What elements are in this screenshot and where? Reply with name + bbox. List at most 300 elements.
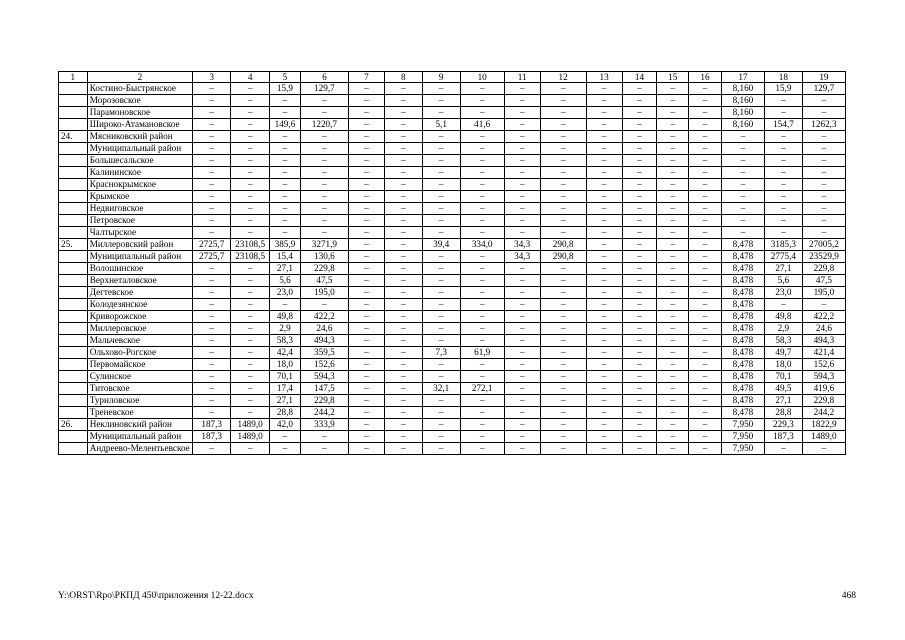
table-cell: 7,3	[422, 347, 460, 359]
table-cell: –	[504, 95, 540, 107]
table-cell: –	[586, 107, 622, 119]
table-cell: 28,8	[764, 407, 802, 419]
table-cell: 17,4	[270, 383, 301, 395]
row-number	[59, 431, 88, 443]
table-cell: –	[586, 263, 622, 275]
row-number: 25.	[59, 239, 88, 251]
table-cell: –	[689, 287, 722, 299]
table-cell: –	[193, 143, 231, 155]
table-cell: –	[504, 287, 540, 299]
table-cell: –	[540, 263, 586, 275]
row-number	[59, 227, 88, 239]
row-name: Сулинское	[87, 371, 193, 383]
table-row	[59, 131, 846, 143]
table-cell: –	[384, 251, 422, 263]
table-cell: 195,0	[802, 287, 845, 299]
table-cell: –	[348, 287, 384, 299]
table-cell: –	[540, 359, 586, 371]
table-cell: –	[657, 155, 689, 167]
row-number	[59, 167, 88, 179]
table-cell: 32,1	[422, 383, 460, 395]
table-cell: –	[460, 395, 504, 407]
column-number: 19	[802, 72, 845, 83]
table-cell: –	[384, 119, 422, 131]
table-cell: 49,8	[764, 311, 802, 323]
table-cell: –	[689, 143, 722, 155]
table-cell: 8,478	[721, 263, 764, 275]
row-number	[59, 383, 88, 395]
table-cell: –	[270, 191, 301, 203]
table-cell: –	[348, 143, 384, 155]
table-cell: –	[231, 215, 270, 227]
table-cell: –	[193, 227, 231, 239]
table-cell: –	[689, 179, 722, 191]
table-row	[59, 143, 846, 155]
table-cell: –	[689, 347, 722, 359]
table-row	[59, 263, 846, 275]
table-cell: 8,478	[721, 299, 764, 311]
table-cell: –	[586, 395, 622, 407]
table-cell: –	[764, 107, 802, 119]
table-cell: 27005,2	[802, 239, 845, 251]
table-cell: –	[689, 95, 722, 107]
table-cell: –	[348, 251, 384, 263]
table-cell: –	[384, 179, 422, 191]
table-cell: –	[422, 287, 460, 299]
table-cell: –	[193, 215, 231, 227]
table-cell: –	[622, 407, 657, 419]
table-row	[59, 443, 846, 455]
table-cell: –	[586, 239, 622, 251]
table-cell: –	[586, 191, 622, 203]
table-cell: –	[504, 191, 540, 203]
table-cell: –	[657, 167, 689, 179]
row-name: Костино-Быстрянское	[87, 83, 193, 95]
column-number: 1	[59, 72, 88, 83]
table-cell: –	[422, 311, 460, 323]
table-cell: –	[622, 275, 657, 287]
table-cell: –	[460, 407, 504, 419]
table-cell: 8,478	[721, 347, 764, 359]
table-row	[59, 335, 846, 347]
table-cell: –	[231, 263, 270, 275]
table-cell: 7,950	[721, 419, 764, 431]
column-number: 9	[422, 72, 460, 83]
table-cell: –	[657, 227, 689, 239]
table-cell: –	[689, 419, 722, 431]
table-cell: –	[231, 107, 270, 119]
table-cell: –	[586, 119, 622, 131]
table-cell: –	[622, 95, 657, 107]
table-cell: –	[657, 119, 689, 131]
table-cell: –	[193, 407, 231, 419]
table-cell: –	[460, 167, 504, 179]
table-cell: –	[193, 95, 231, 107]
table-cell: –	[657, 83, 689, 95]
table-cell: –	[348, 203, 384, 215]
table-cell: –	[348, 323, 384, 335]
table-cell: 58,3	[270, 335, 301, 347]
table-cell: –	[300, 227, 348, 239]
table-cell: 15,9	[270, 83, 301, 95]
table-cell: 129,7	[802, 83, 845, 95]
table-cell: –	[348, 299, 384, 311]
table-cell: –	[231, 311, 270, 323]
table-cell: –	[193, 119, 231, 131]
table-cell: –	[657, 443, 689, 455]
table-row	[59, 395, 846, 407]
table-cell: –	[384, 323, 422, 335]
row-number	[59, 179, 88, 191]
table-cell: –	[586, 299, 622, 311]
table-cell: –	[802, 215, 845, 227]
row-number	[59, 335, 88, 347]
table-cell: 422,2	[802, 311, 845, 323]
table-cell: –	[348, 95, 384, 107]
row-number	[59, 215, 88, 227]
column-number: 4	[231, 72, 270, 83]
row-number	[59, 83, 88, 95]
row-number: 24.	[59, 131, 88, 143]
table-cell: –	[764, 143, 802, 155]
row-name: Муниципальный район	[87, 251, 193, 263]
table-cell: –	[348, 119, 384, 131]
column-number: 16	[689, 72, 722, 83]
table-row	[59, 215, 846, 227]
table-cell: 8,478	[721, 275, 764, 287]
table-cell: –	[504, 323, 540, 335]
row-number	[59, 287, 88, 299]
table-cell: 8,160	[721, 107, 764, 119]
table-cell: –	[270, 203, 301, 215]
table-cell: –	[657, 191, 689, 203]
table-cell: –	[300, 203, 348, 215]
table-cell: –	[721, 131, 764, 143]
table-cell: –	[622, 107, 657, 119]
table-cell: –	[384, 239, 422, 251]
table-cell: –	[689, 107, 722, 119]
table-cell: –	[348, 167, 384, 179]
table-cell: –	[622, 203, 657, 215]
table-cell: –	[622, 155, 657, 167]
table-cell: –	[689, 299, 722, 311]
table-cell: –	[689, 119, 722, 131]
table-cell: –	[721, 155, 764, 167]
row-name: Парамоновское	[87, 107, 193, 119]
table-cell: 229,8	[300, 263, 348, 275]
table-cell: 49,8	[270, 311, 301, 323]
table-cell: –	[422, 107, 460, 119]
table-cell: –	[460, 215, 504, 227]
table-cell: –	[422, 323, 460, 335]
table-cell: –	[540, 83, 586, 95]
table-cell: –	[460, 95, 504, 107]
table-cell: –	[586, 203, 622, 215]
table-cell: –	[193, 359, 231, 371]
table-cell: –	[384, 203, 422, 215]
table-cell: –	[460, 143, 504, 155]
table-cell: –	[348, 335, 384, 347]
table-cell: 2725,7	[193, 251, 231, 263]
table-cell: –	[504, 203, 540, 215]
table-cell: –	[689, 203, 722, 215]
table-cell: 333,9	[300, 419, 348, 431]
table-cell: –	[622, 299, 657, 311]
table-cell: 47,5	[300, 275, 348, 287]
table-cell: 8,478	[721, 395, 764, 407]
table-cell: 49,7	[764, 347, 802, 359]
table-cell: –	[586, 407, 622, 419]
table-cell: –	[422, 395, 460, 407]
table-row	[59, 203, 846, 215]
table-cell: 8,478	[721, 323, 764, 335]
table-cell: –	[764, 191, 802, 203]
table-cell: –	[193, 335, 231, 347]
table-cell: 187,3	[193, 419, 231, 431]
table-cell: 419,6	[802, 383, 845, 395]
row-number	[59, 263, 88, 275]
table-cell: –	[193, 395, 231, 407]
row-name: Андреево-Мелентьевское	[87, 443, 193, 455]
table-cell: –	[270, 167, 301, 179]
table-cell: –	[300, 191, 348, 203]
table-cell: –	[622, 179, 657, 191]
table-cell: 229,8	[802, 263, 845, 275]
table-cell: –	[622, 347, 657, 359]
row-name: Муниципальный район	[87, 431, 193, 443]
table-cell: –	[689, 167, 722, 179]
table-cell: 7,950	[721, 443, 764, 455]
row-number	[59, 275, 88, 287]
table-cell: –	[270, 431, 301, 443]
table-cell: 27,1	[270, 263, 301, 275]
table-cell: –	[721, 203, 764, 215]
table-cell: 8,478	[721, 359, 764, 371]
table-cell: –	[460, 335, 504, 347]
table-cell: –	[384, 83, 422, 95]
row-name: Большесальское	[87, 155, 193, 167]
table-cell: –	[384, 191, 422, 203]
table-cell: –	[348, 179, 384, 191]
table-cell: –	[586, 83, 622, 95]
table-cell: –	[422, 179, 460, 191]
table-cell: –	[504, 311, 540, 323]
table-cell: –	[384, 371, 422, 383]
table-cell: –	[802, 299, 845, 311]
table-cell: –	[270, 143, 301, 155]
table-cell: –	[422, 215, 460, 227]
table-cell: 187,3	[193, 431, 231, 443]
table-cell: 1489,0	[231, 419, 270, 431]
table-cell: 41,6	[460, 119, 504, 131]
table-cell: –	[193, 155, 231, 167]
row-name: Недвиговское	[87, 203, 193, 215]
row-name: Краснокрымское	[87, 179, 193, 191]
table-cell: –	[300, 179, 348, 191]
table-cell: –	[504, 179, 540, 191]
table-cell: –	[384, 107, 422, 119]
table-cell: –	[231, 203, 270, 215]
table-cell: –	[300, 431, 348, 443]
row-number	[59, 443, 88, 455]
table-cell: –	[689, 263, 722, 275]
table-cell: 23,0	[764, 287, 802, 299]
table-row	[59, 419, 846, 431]
table-cell: –	[348, 131, 384, 143]
table-cell: –	[657, 215, 689, 227]
table-cell: 18,0	[270, 359, 301, 371]
table-cell: –	[231, 299, 270, 311]
table-cell: 39,4	[422, 239, 460, 251]
row-name: Широко-Атамановское	[87, 119, 193, 131]
table-cell: –	[384, 335, 422, 347]
table-cell: –	[504, 443, 540, 455]
table-cell: –	[622, 443, 657, 455]
table-cell: –	[231, 371, 270, 383]
table-cell: 385,9	[270, 239, 301, 251]
table-cell: –	[586, 419, 622, 431]
table-cell: –	[348, 395, 384, 407]
table-cell: 8,478	[721, 287, 764, 299]
table-row	[59, 179, 846, 191]
table-cell: –	[689, 131, 722, 143]
table-row	[59, 359, 846, 371]
table-cell: 58,3	[764, 335, 802, 347]
table-cell: –	[586, 155, 622, 167]
table-cell: –	[193, 131, 231, 143]
table-cell: –	[231, 383, 270, 395]
row-name: Миллеровский район	[87, 239, 193, 251]
table-cell: –	[622, 323, 657, 335]
table-cell: 15,4	[270, 251, 301, 263]
table-cell: –	[622, 359, 657, 371]
table-cell: 359,5	[300, 347, 348, 359]
table-cell: –	[657, 203, 689, 215]
table-cell: –	[657, 419, 689, 431]
table-cell: –	[384, 287, 422, 299]
row-number	[59, 143, 88, 155]
table-cell: –	[193, 83, 231, 95]
table-cell: –	[586, 227, 622, 239]
table-cell: –	[540, 107, 586, 119]
table-cell: 494,3	[300, 335, 348, 347]
table-row	[59, 119, 846, 131]
table-cell: –	[504, 395, 540, 407]
table-cell: –	[689, 371, 722, 383]
table-cell: –	[384, 299, 422, 311]
table-cell: 23529,9	[802, 251, 845, 263]
table-cell: –	[657, 251, 689, 263]
table-cell: –	[270, 179, 301, 191]
table-cell: –	[231, 191, 270, 203]
table-cell: –	[460, 203, 504, 215]
table-cell: –	[231, 167, 270, 179]
table-cell: 1489,0	[802, 431, 845, 443]
table-cell: –	[689, 275, 722, 287]
table-cell: –	[689, 407, 722, 419]
table-cell: –	[657, 275, 689, 287]
table-cell: 5,6	[764, 275, 802, 287]
row-number	[59, 347, 88, 359]
table-cell: –	[504, 383, 540, 395]
row-name: Волошинское	[87, 263, 193, 275]
table-cell: –	[504, 167, 540, 179]
column-number: 14	[622, 72, 657, 83]
row-name: Титовское	[87, 383, 193, 395]
table-cell: –	[540, 95, 586, 107]
table-cell: –	[540, 143, 586, 155]
row-name: Неклиновский район	[87, 419, 193, 431]
table-cell: –	[764, 215, 802, 227]
table-cell: –	[586, 359, 622, 371]
table-cell: –	[689, 335, 722, 347]
table-cell: –	[540, 287, 586, 299]
table-cell: 8,160	[721, 95, 764, 107]
table-cell: 8,160	[721, 119, 764, 131]
table-cell: –	[689, 191, 722, 203]
table-cell: 129,7	[300, 83, 348, 95]
table-cell: –	[422, 299, 460, 311]
table-cell: –	[460, 443, 504, 455]
table-cell: –	[504, 335, 540, 347]
table-cell: –	[300, 167, 348, 179]
table-cell: –	[764, 131, 802, 143]
table-row	[59, 311, 846, 323]
table-cell: –	[504, 299, 540, 311]
table-cell: –	[384, 443, 422, 455]
table-cell: –	[460, 179, 504, 191]
table-cell: 23108,5	[231, 239, 270, 251]
table-cell: –	[540, 131, 586, 143]
table-cell: –	[689, 155, 722, 167]
table-cell: –	[622, 227, 657, 239]
table-cell: –	[384, 311, 422, 323]
table-cell: –	[348, 239, 384, 251]
table-cell: –	[586, 443, 622, 455]
table-cell: –	[348, 107, 384, 119]
table-cell: 70,1	[270, 371, 301, 383]
table-cell: 8,160	[721, 83, 764, 95]
table-cell: –	[231, 407, 270, 419]
table-cell: –	[689, 443, 722, 455]
row-number	[59, 359, 88, 371]
table-cell: 8,478	[721, 251, 764, 263]
table-cell: –	[622, 419, 657, 431]
table-cell: –	[540, 215, 586, 227]
table-cell: –	[689, 383, 722, 395]
row-number	[59, 251, 88, 263]
table-cell: –	[657, 239, 689, 251]
table-cell: –	[657, 407, 689, 419]
table-cell: –	[586, 275, 622, 287]
table-cell: 229,3	[764, 419, 802, 431]
table-cell: –	[721, 167, 764, 179]
table-cell: –	[348, 359, 384, 371]
table-cell: –	[348, 407, 384, 419]
table-cell: –	[586, 131, 622, 143]
table-cell: –	[422, 83, 460, 95]
table-cell: –	[721, 191, 764, 203]
table-row	[59, 83, 846, 95]
table-cell: –	[270, 131, 301, 143]
table-cell: –	[586, 95, 622, 107]
table-cell: –	[422, 167, 460, 179]
table-cell: –	[586, 179, 622, 191]
table-row	[59, 95, 846, 107]
table-cell: –	[348, 383, 384, 395]
table-cell: –	[504, 131, 540, 143]
table-cell: 18,0	[764, 359, 802, 371]
